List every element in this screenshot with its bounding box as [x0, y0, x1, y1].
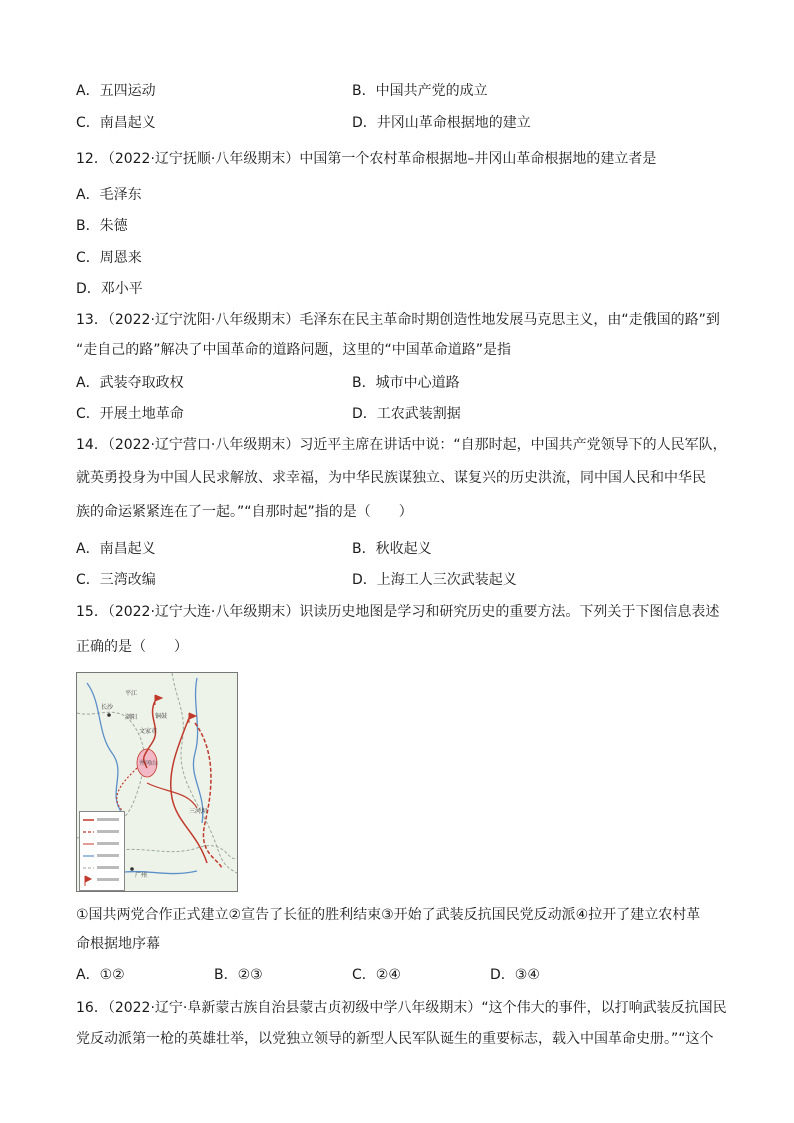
q11-option-c: C．南昌起义: [76, 115, 156, 131]
q13-option-b: B．城市中心道路: [352, 375, 460, 391]
q14-option-b: B．秋收起义: [352, 541, 432, 557]
q15-statements-line2: 命根据地序幕: [76, 936, 160, 952]
map-legend-drawing: [80, 812, 124, 890]
q16-stem-line2: 党反动派第一枪的英雄壮举，以党独立领导的新型人民军队诞生的重要标志，载入中国革命史册。”“这个: [76, 1031, 714, 1047]
q15-stem-line2: 正确的是（ ）: [76, 639, 188, 655]
q12-option-c: C．周恩来: [76, 250, 142, 266]
historical-map: [76, 672, 238, 892]
q12-option-b: B．朱德: [76, 218, 128, 234]
q15-option-d: D．③④: [490, 967, 540, 983]
q12-stem: 12．（2022·辽宁抚顺·八年级期末）中国第一个农村革命根据地–井冈山革命根据地的建立者是: [76, 151, 657, 167]
q15-option-c: C．②④: [352, 967, 401, 983]
q13-option-d: D．工农武装割据: [352, 406, 461, 422]
q14-stem-line2: 就英勇投身为中国人民求解放、求幸福，为中华民族谋独立、谋复兴的历史洪流，同中国人民和中华民: [76, 470, 706, 486]
map-label-jinggangshan: 井冈山: [139, 760, 158, 767]
q15-stem-line1: 15．（2022·辽宁大连·八年级期末）识读历史地图是学习和研究历史的重要方法。下列关于下图信息表述: [76, 604, 720, 620]
q12-option-d: D．邓小平: [76, 281, 143, 297]
q12-option-a: A．毛泽东: [76, 187, 142, 203]
q14-stem-line1: 14．（2022·辽宁营口·八年级期末）习近平主席在讲话中说：“自那时起，中国共产党领导下的人民军队，: [76, 437, 727, 453]
map-legend: [79, 811, 125, 891]
map-label-liuyang: 浏阳: [125, 714, 138, 721]
q16-stem-line1: 16．（2022·辽宁·阜新蒙古族自治县蒙古贞初级中学八年级期末）“这个伟大的事件，以打响武装反抗国民: [76, 1000, 727, 1016]
map-label-pingjiang: 平江: [125, 690, 138, 697]
map-label-changsha: 长沙: [101, 704, 114, 711]
q14-stem-line3: 族的命运紧紧连在了一起。”“自那时起”指的是（ ）: [76, 504, 413, 520]
q14-option-a: A．南昌起义: [76, 541, 156, 557]
q13-option-a: A．武装夺取政权: [76, 375, 184, 391]
q15-option-b: B．②③: [214, 967, 263, 983]
q11-option-a: A．五四运动: [76, 83, 156, 99]
map-label-tonggu: 铜鼓: [155, 713, 168, 720]
q13-option-c: C．开展土地革命: [76, 406, 184, 422]
map-label-wenjiashi: 文家市: [139, 728, 158, 735]
map-label-guangzhou: 广州: [135, 872, 148, 879]
q15-option-a: A．①②: [76, 967, 125, 983]
q11-option-d: D．井冈山革命根据地的建立: [352, 115, 531, 131]
q14-option-c: C．三湾改编: [76, 572, 156, 588]
q11-option-b: B．中国共产党的成立: [352, 83, 488, 99]
q13-stem-line1: 13．（2022·辽宁沈阳·八年级期末）毛泽东在民主革命时期创造性地发展马克思主义，由“走俄国的路”到: [76, 312, 720, 328]
q15-statements-line1: ①国共两党合作正式建立②宣告了长征的胜利结束③开始了武装反抗国民党反动派④拉开了建立农村革: [76, 907, 701, 923]
q13-stem-line2: “走自己的路”解决了中国革命的道路问题，这里的“中国革命道路”是指: [76, 342, 512, 358]
map-label-sanheba: 三河坝: [189, 808, 208, 815]
q14-option-d: D．上海工人三次武装起义: [352, 572, 517, 588]
